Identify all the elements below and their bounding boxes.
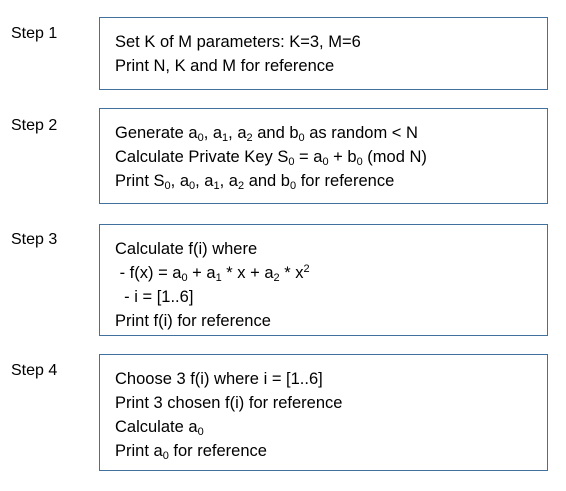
text-segment: , a (203, 124, 223, 142)
step-4-line-2 (115, 391, 547, 415)
text-segment: Print 3 chosen f(i) for reference (115, 394, 343, 412)
text-segment: , a (170, 172, 190, 190)
step-3-label: Step 3 (11, 231, 58, 248)
text-segment: - i = [1..6] (115, 288, 194, 306)
step-1-label: Step 1 (11, 25, 58, 42)
step-4-line-4 (115, 439, 547, 463)
text-segment: for reference (168, 442, 267, 460)
subscript: 1 (222, 132, 229, 144)
step-1-box (99, 17, 548, 90)
step-2-line-3 (115, 169, 547, 193)
subscript: 2 (273, 272, 280, 284)
step-2-label: Step 2 (11, 117, 58, 134)
subscript: 0 (322, 156, 329, 168)
text-segment: and b (244, 172, 290, 190)
subscript: 0 (164, 180, 171, 192)
subscript: 0 (189, 180, 196, 192)
text-segment: , a (195, 172, 214, 190)
text-segment: , a (228, 124, 247, 142)
text-segment: Print f(i) for reference (115, 312, 271, 330)
subscript: 0 (197, 426, 204, 438)
subscript: 0 (197, 132, 204, 144)
subscript: 1 (215, 272, 222, 284)
subscript: 0 (288, 156, 295, 168)
text-segment: = a (294, 148, 323, 166)
text-segment: - f(x) = a (115, 264, 182, 282)
subscript: 2 (237, 180, 245, 192)
step-3-line-1 (115, 237, 547, 261)
text-segment: Calculate Private Key S (115, 148, 289, 166)
step-4-line-3 (115, 415, 547, 439)
subscript: 0 (181, 272, 188, 284)
subscript: 0 (356, 156, 363, 168)
subscript: 0 (162, 450, 169, 462)
text-segment: as random < N (304, 124, 418, 142)
step-4-line-1 (115, 367, 547, 391)
step-2-box (99, 108, 548, 204)
step-3-line-2 (115, 261, 547, 285)
subscript: 2 (246, 132, 253, 144)
step-1-line-1 (115, 30, 547, 54)
text-segment: Generate a (115, 124, 198, 142)
text-segment: for reference (296, 172, 395, 190)
text-segment: Calculate a (115, 418, 198, 436)
text-segment: Calculate f(i) where (115, 240, 258, 258)
step-4-box (99, 354, 548, 471)
text-segment: + b (328, 148, 357, 166)
step-4-label: Step 4 (11, 362, 58, 379)
subscript: 0 (289, 180, 297, 192)
subscript: 0 (298, 132, 305, 144)
superscript: 2 (303, 263, 310, 275)
text-segment: and b (252, 124, 299, 142)
text-segment: * x + a (221, 264, 274, 282)
subscript: 1 (213, 180, 220, 192)
step-3-box (99, 224, 548, 336)
text-segment: (mod N) (362, 148, 427, 166)
step-1-line-2 (115, 54, 547, 78)
text-segment: * x (279, 264, 304, 282)
text-segment: Print N, K and M for reference (115, 57, 335, 75)
text-segment: Choose 3 f(i) where i = [1..6] (115, 370, 323, 388)
step-3-line-3 (115, 285, 547, 309)
step-3-line-4 (115, 309, 547, 333)
step-2-line-1 (115, 121, 547, 145)
text-segment: Set K of M parameters: K=3, M=6 (115, 33, 361, 51)
text-segment: + a (187, 264, 216, 282)
text-segment: Print a (115, 442, 163, 460)
text-segment: , a (219, 172, 238, 190)
text-segment: Print S (115, 172, 165, 190)
step-2-line-2 (115, 145, 547, 169)
